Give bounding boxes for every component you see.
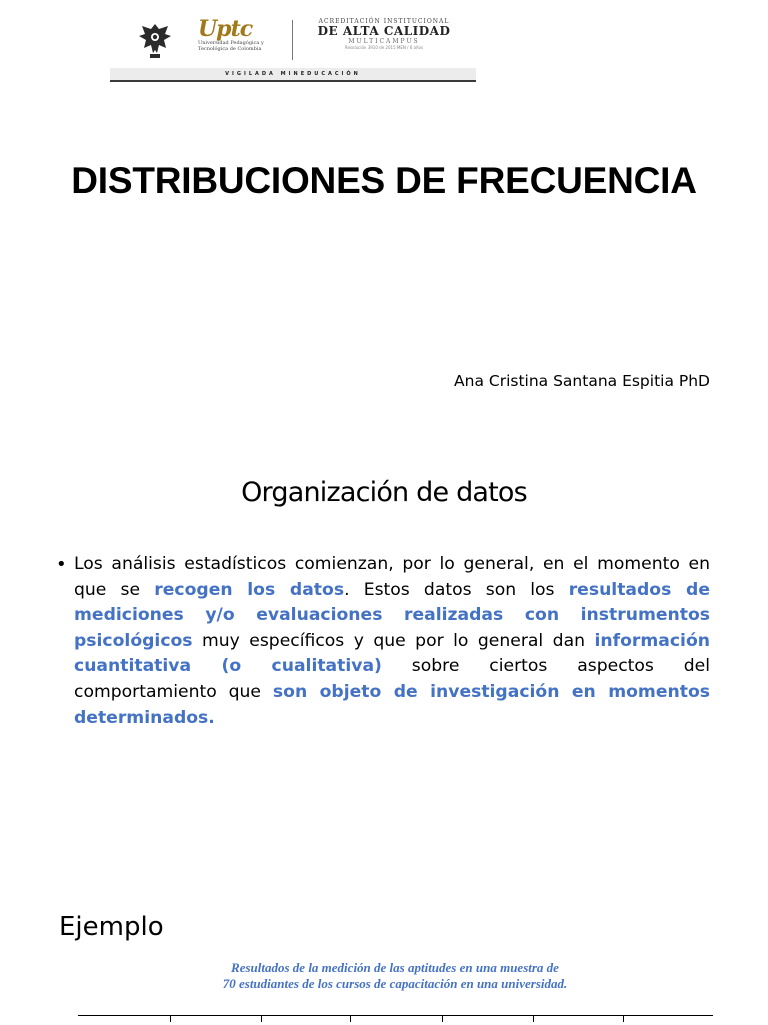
paragraph-text-4: sobre ciertos aspectos del comportamiento que [74,656,710,702]
banner-header [110,10,476,68]
bullet-paragraph [74,552,710,731]
highlight-informacion-cuantitativa: información cuantitativa (o cualitativa) [74,630,710,677]
accreditation-line-4: Resolución 3910 de 2015 MEN / 6 años [344,45,424,50]
author-name: Ana Cristina Santana Espitia PhD [454,372,710,390]
accreditation-line-3: MULTICAMPUS [348,38,420,45]
paragraph-text-3: muy específicos y que por lo general dan [192,630,595,651]
highlight-objeto-investigacion: son objeto de investigación en momentos determinados. [74,681,710,728]
eagle-crest-icon [138,20,172,60]
table-column-tick [350,1016,351,1022]
accreditation-line-1: ACREDITACIÓN INSTITUCIONAL [318,18,450,25]
highlight-resultados-mediciones: resultados de mediciones y/o evaluaciones realizadas con instrumentos psicológicos [74,579,711,651]
bullet-marker: • [56,554,67,575]
accreditation-block [300,18,468,50]
slide-title: DISTRIBUCIONES DE FRECUENCIA [71,160,697,201]
highlight-recogen-datos: recogen los datos [154,579,345,600]
uptc-wordmark: Uptc [198,16,253,42]
university-name: Universidad Pedagógica y Tecnológica de Colombia [198,40,264,52]
uptc-logo [194,16,286,62]
table-column-tick [533,1016,534,1022]
table-column-tick [170,1016,171,1022]
banner-strip: VIGILADA MINEDUCACIÓN [110,68,476,80]
table-column-tick [442,1016,443,1022]
banner-divider [292,20,293,60]
caption-line-1: Resultados de la medición de las aptitudes en una muestra de [231,960,559,975]
institution-banner [110,10,476,82]
caption-line-2: 70 estudiantes de los cursos de capacitación en una universidad. [222,976,568,991]
table-column-tick [623,1016,624,1022]
table-caption [0,960,768,992]
table-column-tick [261,1016,262,1022]
paragraph-text-2: . Estos datos son los [344,579,569,600]
accreditation-line-2: DE ALTA CALIDAD [317,24,451,38]
example-label: Ejemplo [59,912,164,942]
section-heading: Organización de datos [241,477,527,508]
paragraph-text-1: Los análisis estadísticos comienzan, por lo general, en el momento en que se [74,554,710,600]
